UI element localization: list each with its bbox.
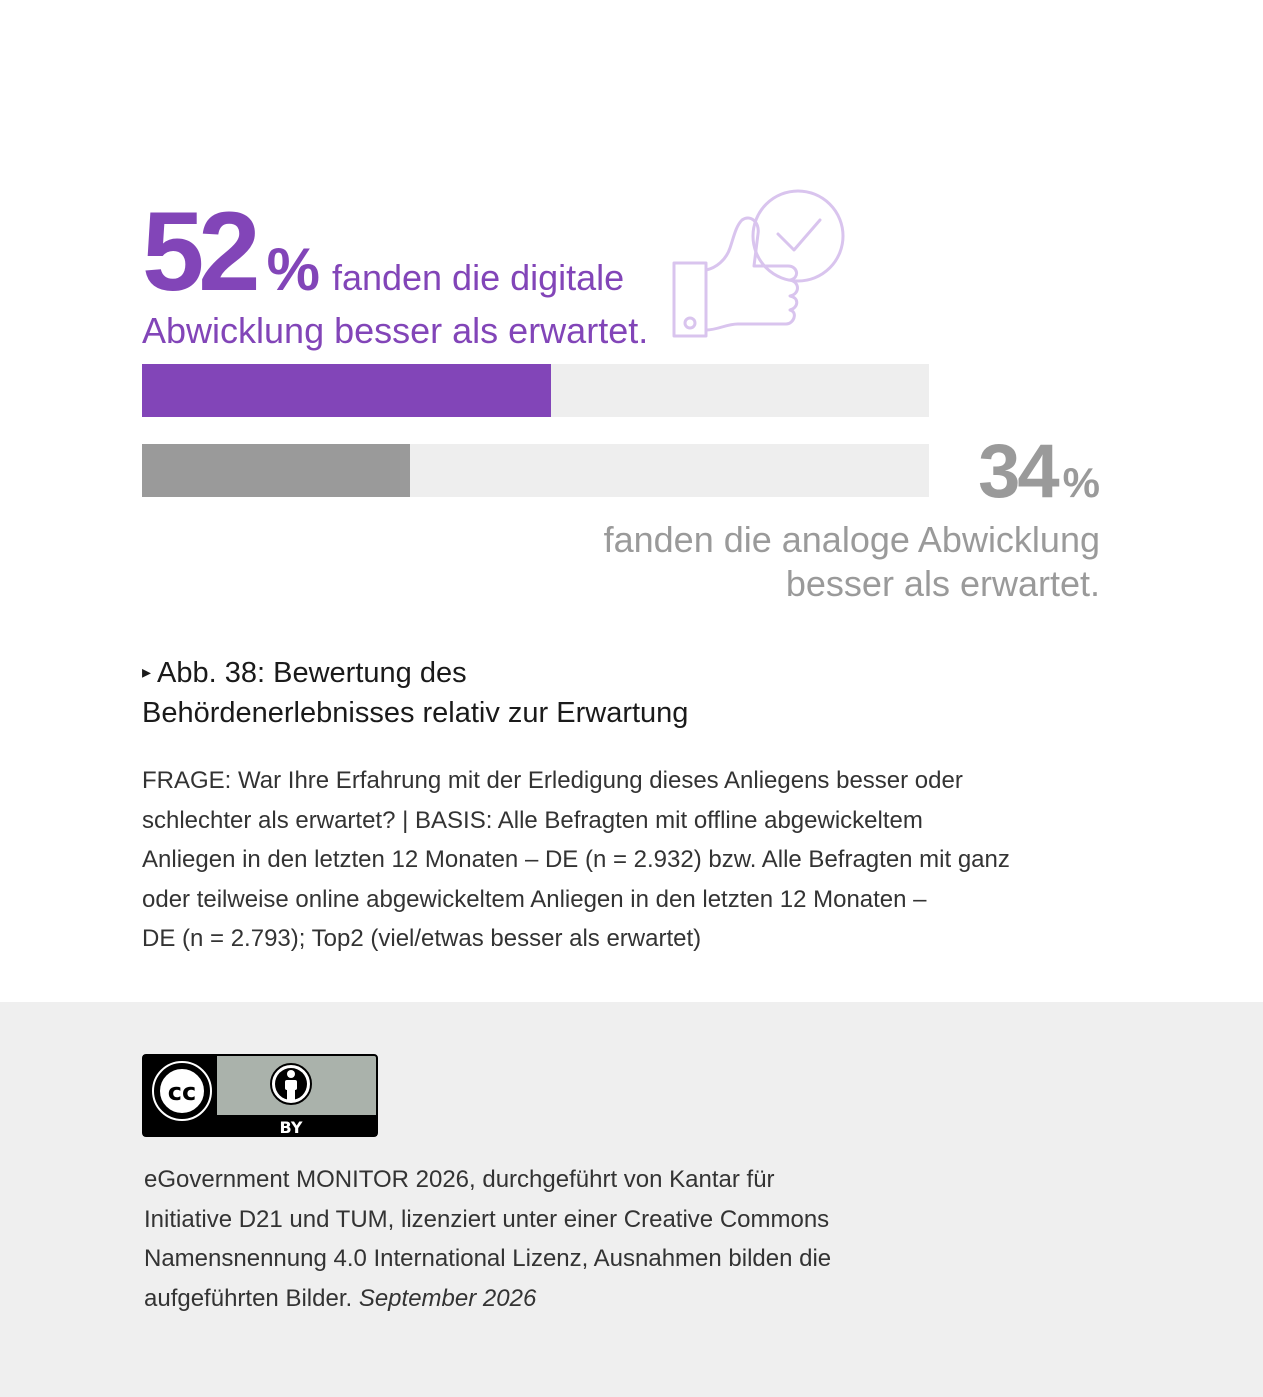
analog-stat-text-line2: besser als erwartet.	[785, 563, 1100, 604]
credit-line: Namensnennung 4.0 International Lizenz, Ausnahmen bilden die	[144, 1245, 832, 1272]
digital-bar-fill	[142, 364, 551, 417]
thumbs-up-check-icon	[668, 180, 848, 340]
digital-stat	[142, 189, 649, 352]
cc-by-icon	[142, 1054, 378, 1137]
credit-line: eGovernment MONITOR 2026, durchgeführt von Kantar für	[144, 1166, 775, 1193]
digital-percent-sign: %	[266, 236, 320, 303]
svg-text:cc: cc	[167, 1078, 197, 1106]
credit-line: Initiative D21 und TUM, lizenziert unter einer Creative Commons	[144, 1205, 830, 1233]
analog-stat-text-line1: fanden die analoge Abwicklung	[603, 519, 1100, 560]
note-line: oder teilweise online abgewickeltem Anliegen in den letzten 12 Monaten –	[142, 885, 927, 913]
figure-title	[142, 652, 688, 733]
analog-bar-fill	[142, 444, 410, 497]
digital-stat-text-line1: fanden die digitale	[331, 257, 625, 298]
credit-text	[144, 1160, 831, 1318]
analog-percent-sign: %	[1062, 459, 1100, 506]
note-line: schlechter als erwartet? | BASIS: Alle Befragten mit offline abgewickeltem	[142, 806, 923, 834]
caret-right-icon: ▸	[142, 662, 152, 682]
figure-title-line2: Behördenerlebnisses relativ zur Erwartung	[142, 697, 689, 729]
digital-stat-text-line2: Abwicklung besser als erwartet.	[142, 310, 649, 351]
credit-date: September 2026	[358, 1284, 537, 1312]
analog-percent-value: 34	[978, 429, 1057, 514]
note-line: DE (n = 2.793); Top2 (viel/etwas besser als erwartet)	[142, 925, 702, 952]
figure-title-line1: Abb. 38: Bewertung des	[157, 657, 467, 689]
cc-by-label: BY	[279, 1118, 303, 1137]
method-note	[142, 761, 1102, 959]
digital-bar	[142, 364, 929, 417]
license-footer	[0, 1002, 1263, 1397]
note-line: FRAGE: War Ihre Erfahrung mit der Erledigung dieses Anliegens besser oder	[142, 767, 963, 794]
note-line: Anliegen in den letzten 12 Monaten – DE (n = 2.932) bzw. Alle Befragten mit ganz	[142, 846, 1010, 873]
credit-line-last	[144, 1279, 831, 1319]
analog-stat	[603, 429, 1100, 606]
credit-last-text: aufgeführten Bilder.	[144, 1284, 359, 1312]
digital-percent-value: 52	[142, 189, 255, 314]
